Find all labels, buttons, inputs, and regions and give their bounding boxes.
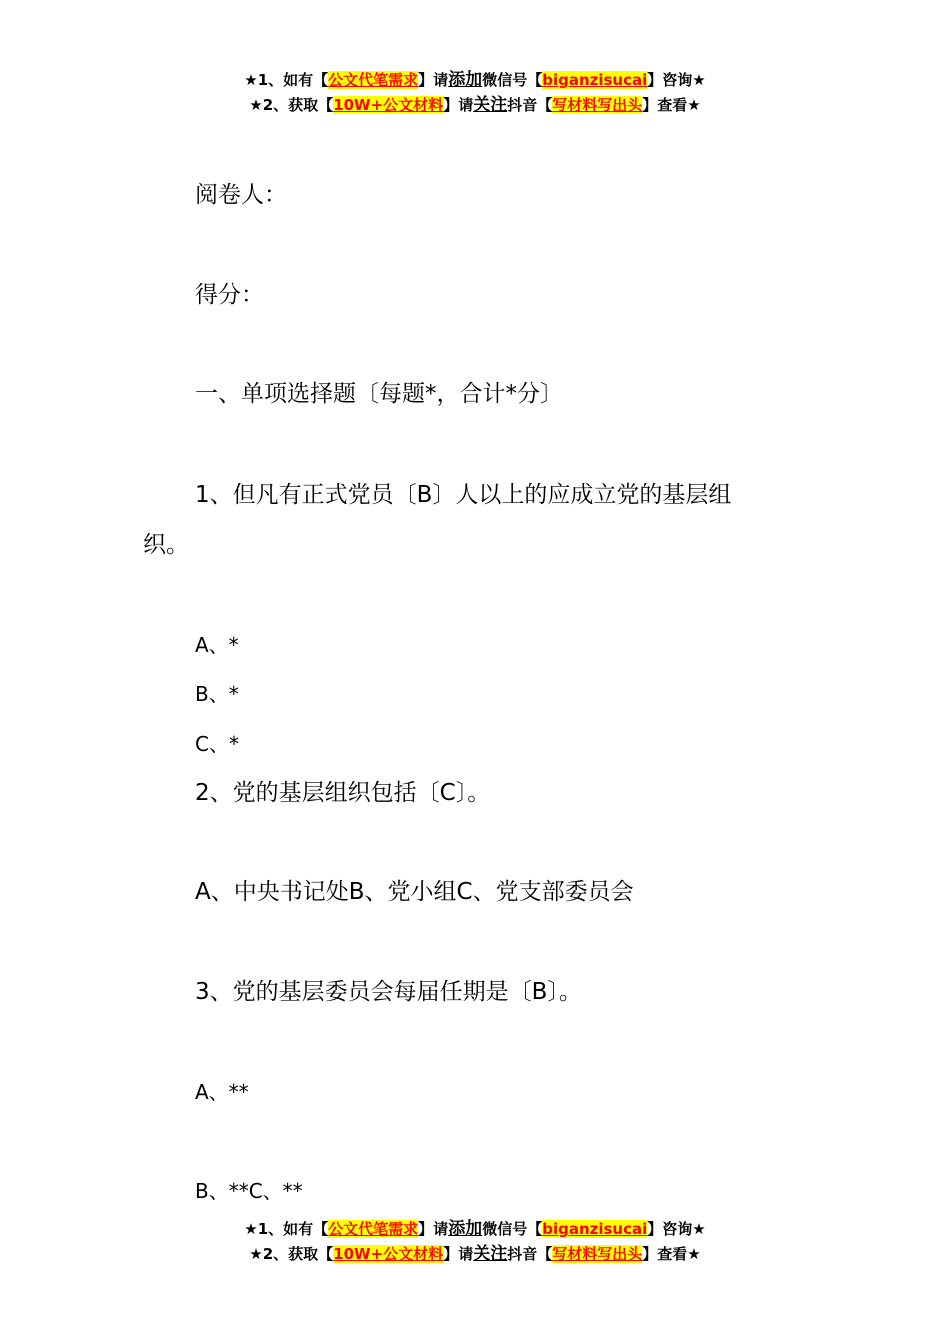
banner-line-1 [0,1217,950,1242]
banner-text: 】请 [443,1245,474,1263]
question-2: 2、党的基层组织包括〔C〕。 [195,780,491,806]
footer-banner [0,1217,950,1267]
question-3-option-a: A、** [195,1080,249,1104]
banner-text: 抖音【 [507,1245,553,1263]
banner-text: 】查看★ [642,96,701,114]
question-1-line-1: 1、但凡有正式党员〔B〕人以上的应成立党的基层组 [195,482,732,508]
question-1-option-a: A、* [195,633,239,657]
header-banner [0,68,950,118]
question-1-option-c: C、* [195,732,239,756]
reviewer-label: 阅卷人： [195,182,287,208]
score-label: 得分： [195,282,264,308]
banner-underlined: 关注 [473,1244,508,1264]
banner-highlight: 写材料写出头 [552,96,643,114]
banner-line-2 [0,1242,950,1267]
banner-highlight: 公文代笔需求 [328,71,419,89]
banner-text: 】查看★ [642,1245,701,1263]
question-3: 3、党的基层委员会每届任期是〔B〕。 [195,979,582,1005]
banner-text: 】咨询★ [647,1220,706,1238]
banner-text: 微信号【 [482,1220,543,1238]
banner-text: ★2、获取【 [249,1245,334,1263]
banner-text: ★1、如有【 [244,1220,329,1238]
banner-highlight: 写材料写出头 [552,1245,643,1263]
banner-underlined: 关注 [473,95,508,115]
banner-highlight: biganzisucai [542,1220,648,1238]
banner-highlight: 10W+公文材料 [333,96,444,114]
banner-underlined: 添加 [448,70,483,90]
banner-text: ★1、如有【 [244,71,329,89]
question-1-line-2: 织。 [143,532,189,558]
question-3-options-bc: B、**C、** [195,1179,303,1203]
banner-text: ★2、获取【 [249,96,334,114]
banner-text: 】请 [418,1220,449,1238]
banner-underlined: 添加 [448,1219,483,1239]
banner-line-2 [0,93,950,118]
banner-highlight: 10W+公文材料 [333,1245,444,1263]
question-2-options: A、中央书记处B、党小组C、党支部委员会 [195,879,634,905]
section-heading: 一、单项选择题〔每题*，合计*分〕 [195,381,563,407]
banner-highlight: 公文代笔需求 [328,1220,419,1238]
banner-text: 抖音【 [507,96,553,114]
banner-highlight: biganzisucai [542,71,648,89]
banner-text: 】请 [443,96,474,114]
banner-text: 微信号【 [482,71,543,89]
banner-line-1 [0,68,950,93]
question-1-option-b: B、* [195,682,239,706]
banner-text: 】请 [418,71,449,89]
banner-text: 】咨询★ [647,71,706,89]
